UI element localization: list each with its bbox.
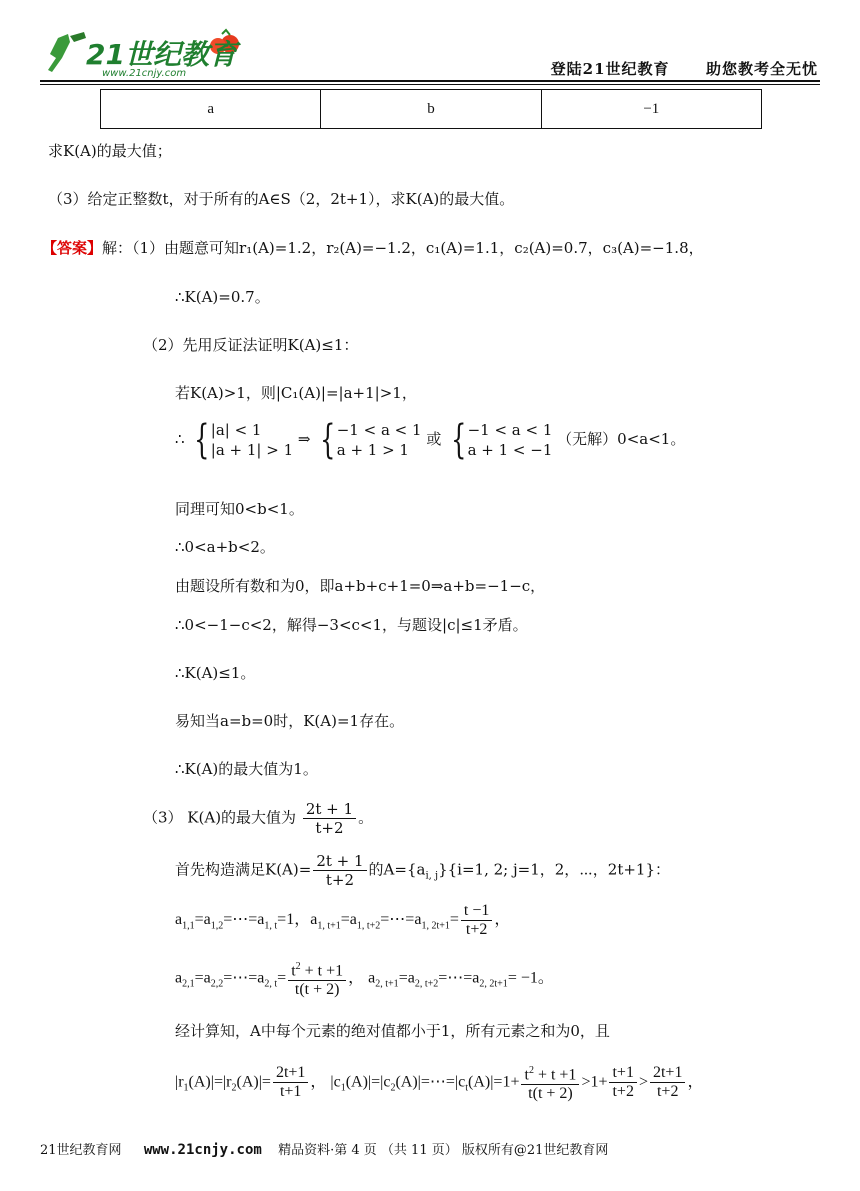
part-2-line-6: ∴0<−1−c<2，解得−3<c<1，与题设|c|≤1矛盾。 (175, 616, 528, 634)
line-question-2-end: 求K(A)的最大值； (48, 142, 172, 160)
part-2-line-8: 易知当a=b=0时，K(A)=1存在。 (175, 712, 405, 730)
footer-site: 21世纪教育网 (40, 1143, 122, 1158)
footer-page-info: 精品资料·第 4 页 （共 11 页） 版权所有@21世纪教育网 (278, 1143, 609, 1158)
site-logo (40, 28, 245, 80)
part-2-line-3: 同理可知0<b<1。 (175, 500, 304, 518)
part-3-line-2: $a_{1,1}=a_{1,2}=\cdots=a_{1, t}=1$，$a_{1, t+1}=a_{1, t+2}=\cdots=a_{1, 2t+1}=$ $\frac{t -1}{t+2}$ ， (175, 902, 511, 938)
table-cell: −1 (541, 90, 761, 129)
part-2-line-4: ∴0<a+b<2。 (175, 538, 275, 556)
part-3-line-3: $a_{2,1}=a_{2,2}=\cdots=a_{2, t}=$ $\frac{t^2 + t +1}{t(t + 2)}$ ， $a_{2, t+1}=a_{2, t+2}=\cdots=a_{2, 2t+1}= -1$。 (175, 958, 554, 999)
runner-logo-icon (40, 28, 245, 80)
part-3-line-5: $|r_1(A)|=|r_2(A)|=$ $\frac{2t+1}{t+1}$ ， $|c_1(A)|=|c_2(A)|=\cdots=|c_t(A)|=1+$ $\frac{t^2 + t +1}{t(t + 2)}$ >1+ $\frac{t+1}{t+2}$ > $\frac{2t+1}{t+2}$ ， (175, 1062, 703, 1103)
slogan-left: 登陆21世纪教育 (550, 60, 670, 78)
slogan-right: 助您教考全无忧 (705, 60, 818, 78)
part-2-line-9: ∴K(A)的最大值为1。 (175, 760, 318, 778)
logo-text: 21世纪教育 (86, 38, 237, 71)
header-slogan (551, 58, 818, 79)
answer-tag: 【答案】 (42, 239, 103, 257)
header-rule (40, 80, 820, 82)
part-2-heading: （2）先用反证法证明K(A)≤1： (143, 336, 359, 354)
system-tail: （无解）0<a<1。 (557, 430, 686, 448)
table-row (101, 90, 762, 129)
footer-url[interactable]: www.21cnjy.com (143, 1142, 262, 1158)
answer-line-2: ∴K(A)=0.7。 (175, 288, 270, 306)
part-2-line-5: 由题设所有数和为0，即a+b+c+1=0⇒a+b=−1−c， (175, 577, 546, 595)
part-3-line-4: 经计算知，A中每个元素的绝对值都小于1，所有元素之和为0，且 (175, 1022, 610, 1040)
table-cell: b (321, 90, 541, 129)
part-2-line-7: ∴K(A)≤1。 (175, 664, 256, 682)
header-rule-thin (40, 84, 820, 85)
matrix-table (100, 89, 762, 129)
answer-text: 解：（1）由题意可知r₁(A)=1.2，r₂(A)=−1.2，c₁(A)=1.1，c₂(A)=0.7，c₃(A)=−1.8， (102, 239, 704, 257)
line-question-3: （3）给定正整数t，对于所有的A∈S（2，2t+1），求K(A)的最大值。 (48, 190, 515, 208)
answer-line-1 (42, 238, 704, 258)
logo-url: www.21cnjy.com (102, 68, 187, 79)
table-cell: a (101, 90, 321, 129)
page-footer (40, 1139, 608, 1158)
part-2-line-1: 若K(A)>1，则|C₁(A)|=|a+1|>1， (175, 384, 417, 402)
part-3-line-1: 首先构造满足K(A)= $\frac{2t + 1}{t+2}$ 的$A=\{a_{i, j}\}\{i=1$, 2; j=1，2，⋯，2t+1}： (175, 852, 671, 889)
part-3-heading: （3） K(A)的最大值为 $\frac{2t + 1}{t+2}$ 。 (143, 800, 374, 837)
part-2-system: ∴ { |a| < 1 |a + 1| > 1 ⇒ { −1 < a < 1 a + 1 > 1 或 { −1 < a < 1 a + 1 < −1 （无解）0<a<1。 (175, 417, 686, 463)
